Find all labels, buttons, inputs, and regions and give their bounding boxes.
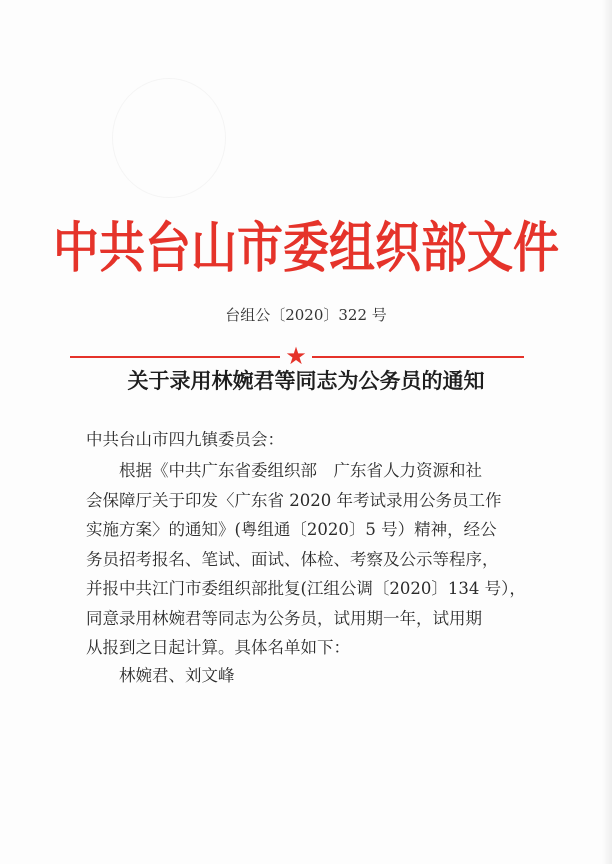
star-icon: ★ — [285, 342, 307, 370]
appointee-names: 林婉君、刘文峰 — [119, 666, 235, 685]
body-line: 会保障厅关于印发〈广东省 2020 年考试录用公务员工作 — [86, 490, 502, 510]
salutation: 中共台山市四九镇委员会： — [86, 430, 284, 449]
document-number: 台组公〔2020〕322 号 — [225, 306, 387, 324]
body-line: 根据《中共广东省委组织部 广东省人力资源和社 — [119, 461, 482, 480]
body-line: 务员招考报名、笔试、面试、体检、考察及公示等程序， — [86, 549, 499, 569]
body-line: 从报到之日起计算。具体名单如下： — [86, 638, 350, 657]
page-edge-shadow — [602, 0, 612, 864]
scan-artifact — [112, 78, 226, 198]
red-divider-left — [70, 356, 280, 358]
body-line: 同意录用林婉君等同志为公务员，试用期一年，试用期 — [86, 608, 482, 628]
body-line: 实施方案〉的通知》(粤组通〔2020〕5 号）精神，经公 — [86, 520, 497, 539]
notice-body — [86, 456, 524, 663]
body-line: 并报中共江门市委组织部批复(江组公调〔2020〕134 号）， — [86, 579, 526, 598]
notice-title: 关于录用林婉君等同志为公务员的通知 — [127, 368, 485, 393]
issuer-header: 中共台山市委组织部文件 — [53, 215, 559, 280]
red-divider-right — [312, 356, 524, 358]
